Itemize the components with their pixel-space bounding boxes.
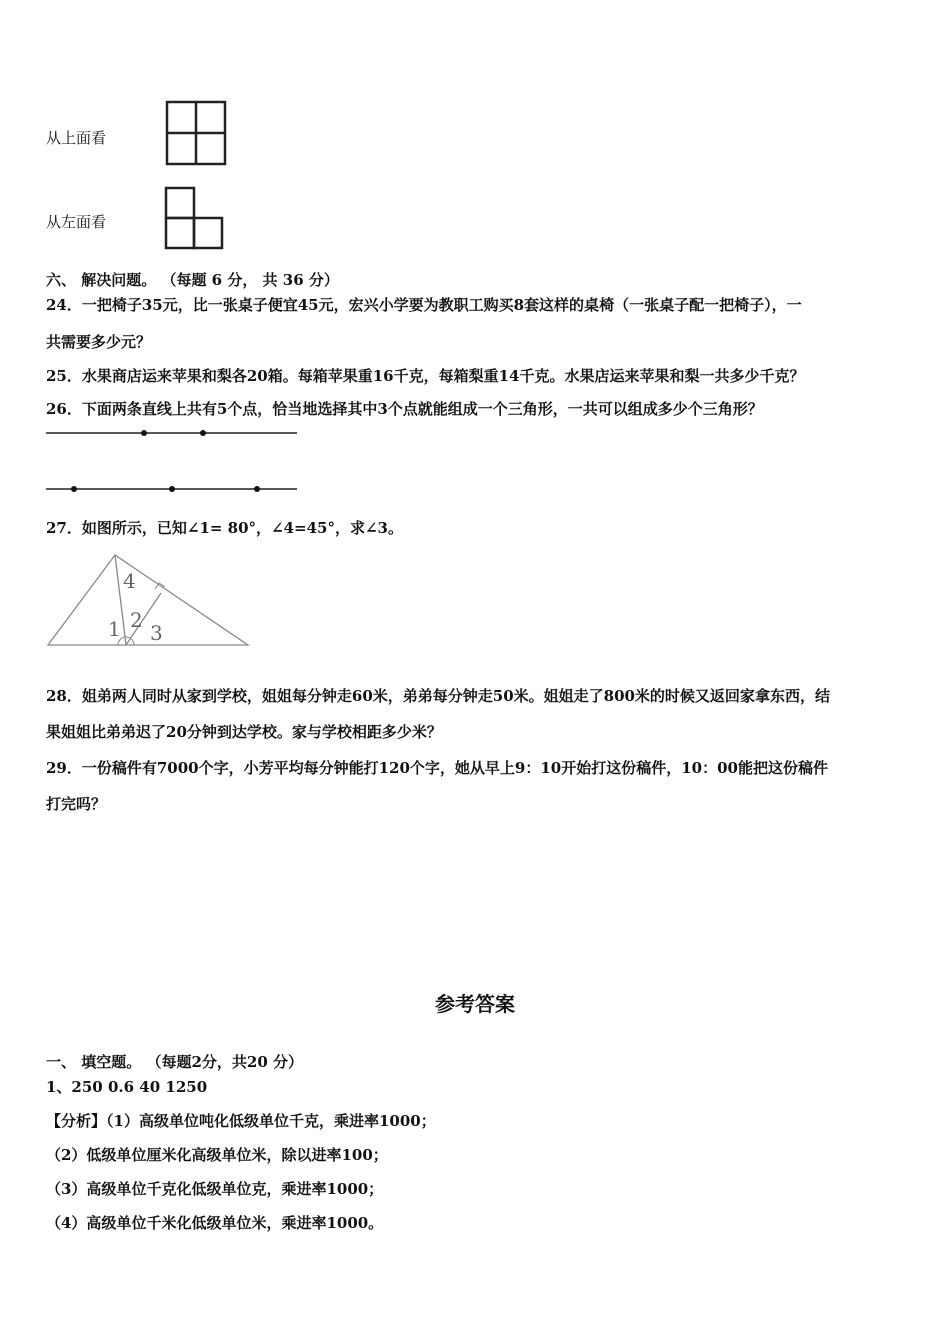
angle-1-label: 1 (108, 617, 121, 641)
analysis-line-2: （2）低级单位厘米化高级单位米，除以进率100； (46, 1146, 388, 1164)
lower-point (169, 486, 175, 492)
top-view-figure (160, 98, 230, 168)
answers-title: 参考答案 (435, 992, 515, 1016)
lower-point (71, 486, 77, 492)
upper-point (141, 430, 147, 436)
analysis-text-1: （1）高级单位吨化低级单位千克，乘进率1000； (106, 1112, 436, 1130)
analysis-tag: 【分析】 (46, 1112, 107, 1130)
question-28-line-1: 28．姐弟两人同时从家到学校，姐姐每分钟走60米，弟弟每分钟走50米。姐姐走了800米的时候又返回家拿东西，结 (46, 687, 830, 705)
two-lines-points-figure (46, 425, 301, 495)
question-29-line-1: 29．一份稿件有7000个字，小芳平均每分钟能打120个字，她从早上9：10开始打这份稿件，10：00能把这份稿件 (46, 759, 828, 777)
upper-point (200, 430, 206, 436)
question-24-line-2: 共需要多少元？ (46, 333, 152, 351)
triangle-figure (46, 552, 256, 652)
left-view-label: 从左面看 (46, 213, 107, 231)
angle-4-label: 4 (123, 569, 136, 593)
lower-point (254, 486, 260, 492)
question-28-line-2: 果姐姐比弟弟迟了20分钟到达学校。家与学校相距多少米？ (46, 723, 442, 741)
angle-3-label: 3 (150, 621, 163, 645)
question-27: 27．如图所示，已知∠1= 80°，∠4=45°，求∠3。 (46, 519, 403, 537)
section-6-header: 六、 解决问题。 （每题 6 分， 共 36 分） (46, 271, 339, 289)
analysis-line-1 (46, 1111, 436, 1131)
angle-2-label: 2 (130, 608, 143, 632)
top-view-label: 从上面看 (46, 129, 107, 147)
question-25: 25．水果商店运来苹果和梨各20箱。每箱苹果重16千克，每箱梨重14千克。水果店运来苹果和梨一共多少千克？ (46, 367, 805, 385)
question-26: 26．下面两条直线上共有5个点，恰当地选择其中3个点就能组成一个三角形，一共可以组成多少个三角形？ (46, 400, 763, 418)
analysis-line-3: （3）高级单位千克化低级单位克，乘进率1000； (46, 1180, 384, 1198)
answer-1: 1、250 0.6 40 1250 (46, 1078, 208, 1096)
left-view-figure (160, 184, 230, 254)
answers-section-1-header: 一、 填空题。 （每题2分，共20 分） (46, 1053, 303, 1071)
question-24-line-1: 24．一把椅子35元，比一张桌子便宜45元，宏兴小学要为教职工购买8套这样的桌椅（一张桌子配一把椅子），一 (46, 296, 802, 314)
question-29-line-2: 打完吗？ (46, 795, 107, 813)
analysis-line-4: （4）高级单位千米化低级单位米，乘进率1000。 (46, 1214, 384, 1232)
